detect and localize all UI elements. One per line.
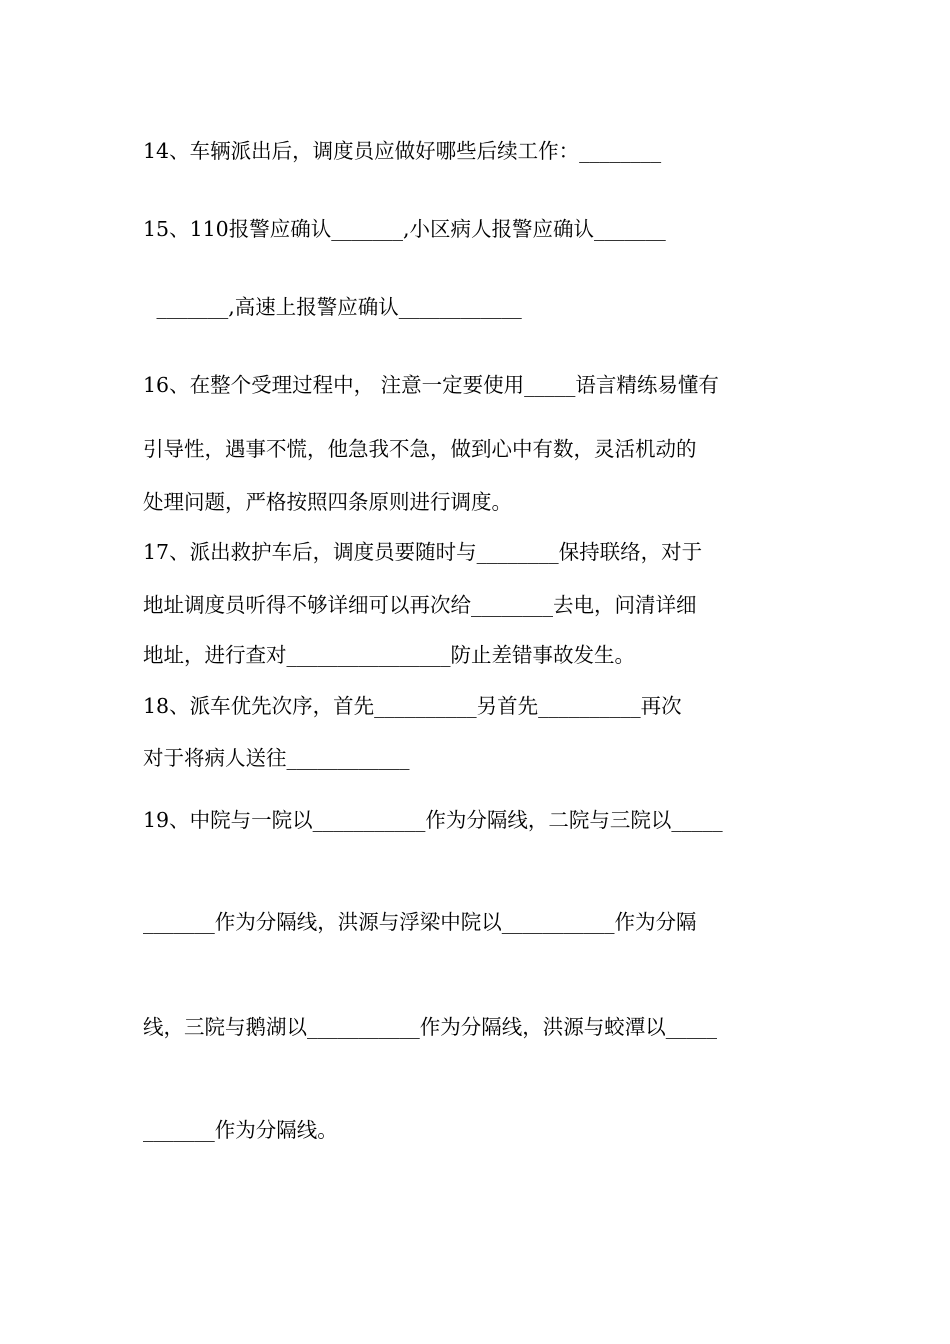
question-19-line-3: 线，三院与鹅湖以___________作为分隔线，洪源与蛟潭以_____ <box>143 1015 717 1039</box>
question-14: 14、车辆派出后，调度员应做好哪些后续工作：________ <box>143 139 662 163</box>
question-19-line-4: _______作为分隔线。 <box>143 1118 338 1142</box>
question-18-line-2: 对于将病人送往____________ <box>143 746 410 770</box>
question-15-line-1: 15、110报警应确认_______,小区病人报警应确认_______ <box>143 217 666 241</box>
question-19-line-2: _______作为分隔线，洪源与浮梁中院以___________作为分隔 <box>143 910 697 934</box>
question-15-line-2: _______,高速上报警应确认____________ <box>150 295 522 319</box>
question-17-line-1: 17、派出救护车后，调度员要随时与________保持联络，对于 <box>143 540 703 564</box>
question-19-line-1: 19、中院与一院以___________作为分隔线，二院与三院以_____ <box>143 808 723 832</box>
question-18-line-1: 18、派车优先次序，首先__________另首先__________再次 <box>143 694 682 718</box>
question-17-line-2: 地址调度员听得不够详细可以再次给________去电，问清详细 <box>143 593 697 617</box>
question-16-line-1: 16、在整个受理过程中， 注意一定要使用_____语言精练易懂有 <box>143 373 719 397</box>
question-17-line-3: 地址，进行查对________________防止差错事故发生。 <box>143 643 635 667</box>
question-16-line-2: 引导性，遇事不慌，他急我不急，做到心中有数，灵活机动的 <box>143 437 697 461</box>
question-16-line-3: 处理问题，严格按照四条原则进行调度。 <box>143 490 512 514</box>
